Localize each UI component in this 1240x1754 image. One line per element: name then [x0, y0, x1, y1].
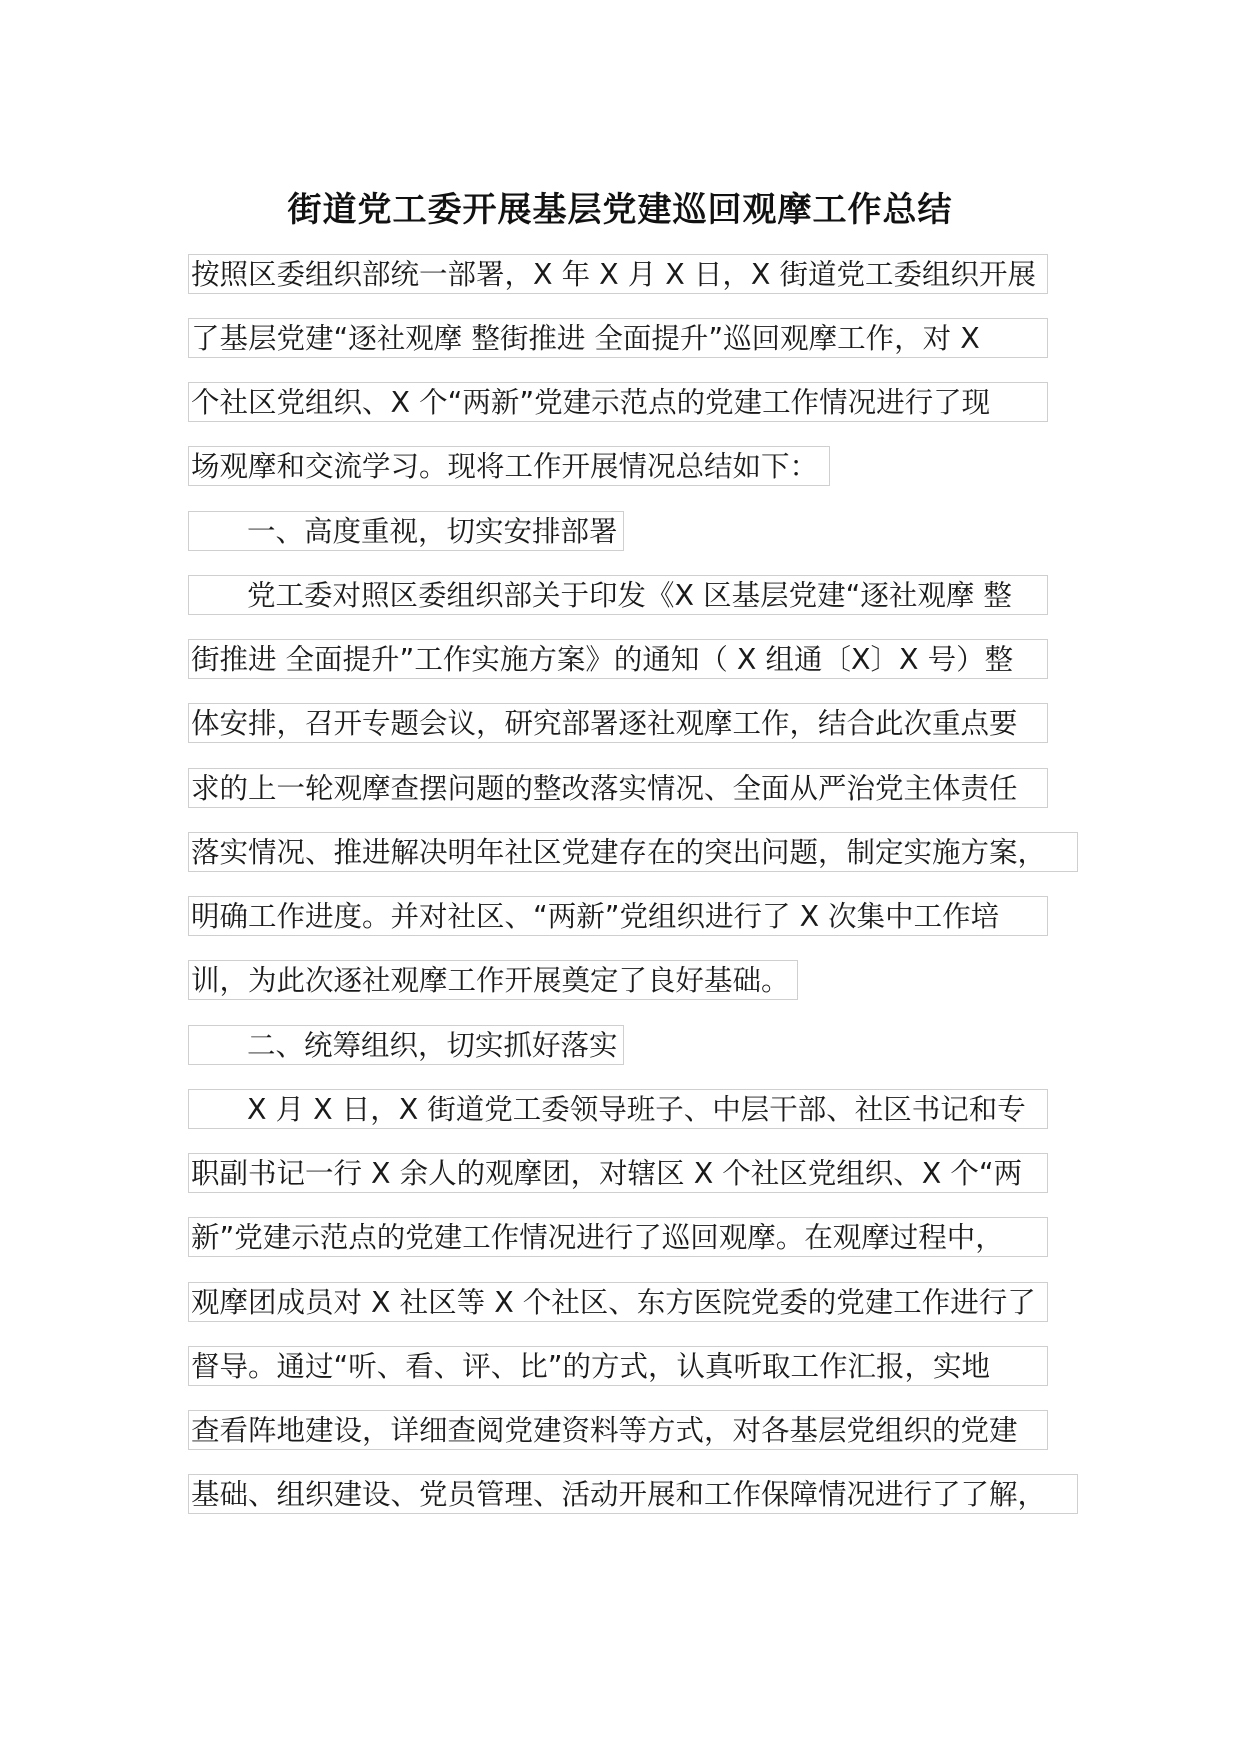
paragraph-line: 落实情况、推进解决明年社区党建存在的突出问题，制定实施方案，	[188, 832, 1078, 872]
paragraph-line: 个社区党组织、X 个“两新”党建示范点的党建工作情况进行了现	[188, 382, 1048, 422]
paragraph-line: 职副书记一行 X 余人的观摩团，对辖区 X 个社区党组织、X 个“两	[188, 1153, 1048, 1193]
paragraph-line: 查看阵地建设，详细查阅党建资料等方式，对各基层党组织的党建	[188, 1410, 1048, 1450]
section-heading: 一、高度重视，切实安排部署	[188, 511, 624, 551]
paragraph-line: 按照区委组织部统一部署，X 年 X 月 X 日，X 街道党工委组织开展	[188, 254, 1048, 294]
paragraph-line: 训，为此次逐社观摩工作开展奠定了良好基础。	[188, 960, 798, 1000]
paragraph-line: 党工委对照区委组织部关于印发《X 区基层党建“逐社观摩 整	[188, 575, 1048, 615]
paragraph-line: 街推进 全面提升”工作实施方案》的通知（ X 组通〔X〕X 号）整	[188, 639, 1048, 679]
document-title: 街道党工委开展基层党建巡回观摩工作总结	[287, 190, 953, 230]
paragraph-line: 场观摩和交流学习。现将工作开展情况总结如下：	[188, 446, 830, 486]
section-heading: 二、统筹组织，切实抓好落实	[188, 1025, 624, 1065]
paragraph-line: 明确工作进度。并对社区、“两新”党组织进行了 X 次集中工作培	[188, 896, 1048, 936]
paragraph-line: 督导。通过“听、看、评、比”的方式，认真听取工作汇报，实地	[188, 1346, 1048, 1386]
paragraph-line: X 月 X 日，X 街道党工委领导班子、中层干部、社区书记和专	[188, 1089, 1048, 1129]
paragraph-line: 基础、组织建设、党员管理、活动开展和工作保障情况进行了了解，	[188, 1474, 1078, 1514]
paragraph-line: 体安排，召开专题会议，研究部署逐社观摩工作，结合此次重点要	[188, 703, 1048, 743]
paragraph-line: 新”党建示范点的党建工作情况进行了巡回观摩。在观摩过程中，	[188, 1217, 1048, 1257]
paragraph-line: 求的上一轮观摩查摆问题的整改落实情况、全面从严治党主体责任	[188, 768, 1048, 808]
paragraph-line: 了基层党建“逐社观摩 整街推进 全面提升”巡回观摩工作，对 X	[188, 318, 1048, 358]
paragraph-line: 观摩团成员对 X 社区等 X 个社区、东方医院党委的党建工作进行了	[188, 1282, 1048, 1322]
